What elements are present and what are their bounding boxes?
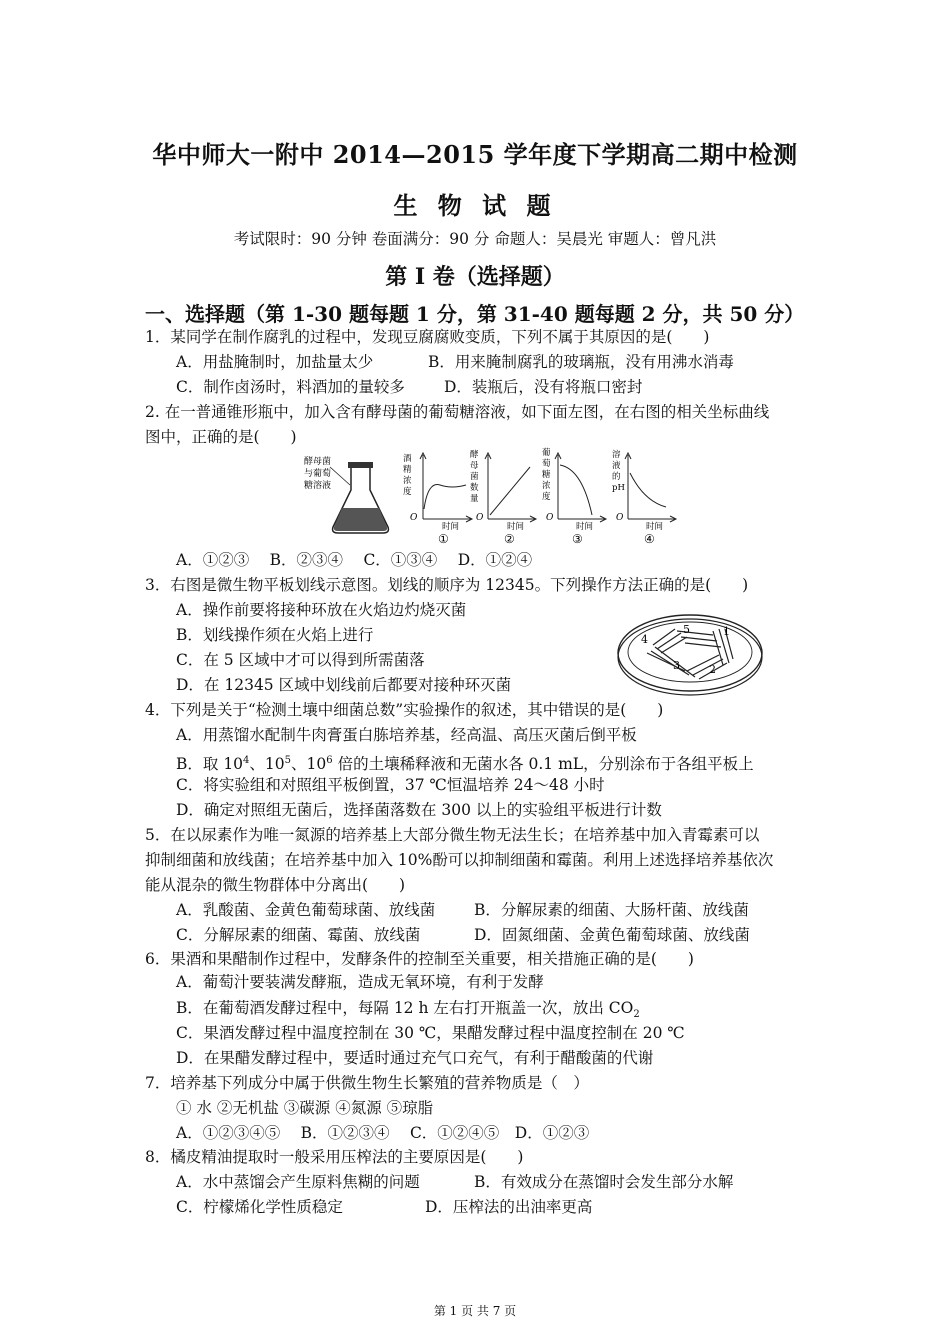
svg-text:液: 液 [612,461,621,471]
q3-petri-dish [615,605,765,700]
graph-1-origin: O [410,513,418,523]
q2-stem-line2: 图中，正确的是( ) [145,428,297,446]
svg-text:萄: 萄 [542,459,551,469]
q8-stem: 8．橘皮精油提取时一般采用压榨法的主要原因是( ) [145,1148,524,1166]
q3-option-d: D．在 12345 区域中划线前后都要对接种环灭菌 [176,676,512,694]
q6-stem: 6．果酒和果醋制作过程中，发酵条件的控制至关重要，相关措施正确的是( ) [145,950,694,968]
svg-text:度: 度 [542,492,551,502]
q4-stem: 4．下列是关于“检测土壤中细菌总数”实验操作的叙述，其中错误的是( ) [145,701,664,719]
q5-option-c: C．分解尿素的细菌、霉菌、放线菌 [176,926,421,944]
graph-3-xlabel: 时间 [576,522,594,532]
svg-text:酵: 酵 [470,450,479,460]
q1-stem: 1．某同学在制作腐乳的过程中，发现豆腐腐败变质，下列不属于其原因的是( ) [145,328,710,346]
zone-label-2: 2 [709,663,716,676]
q4-option-c: C．将实验组和对照组平板倒置，37 ℃恒温培养 24～48 小时 [176,776,605,794]
q2-figure [300,445,680,547]
graph-4-number: ④ [644,532,655,546]
q1-option-c: C．制作卤汤时，料酒加的量较多 [176,378,405,396]
q8-option-a: A．水中蒸馏会产生原料焦糊的问题 [176,1173,420,1191]
svg-text:母: 母 [470,461,479,471]
svg-text:酒: 酒 [403,454,412,464]
svg-text:度: 度 [403,487,412,497]
flask-label-2: 与葡萄 [304,469,332,479]
q4-option-d: D．确定对照组无菌后，选择菌落数在 300 以上的实验组平板进行计数 [176,801,662,819]
graph-4-xlabel: 时间 [646,522,664,532]
q6-option-b: B．在葡萄酒发酵过程中，每隔 12 h 左右打开瓶盖一次，放出 $CO_2$ [176,999,640,1021]
q2-stem-line1: 2. 在一普通锥形瓶中，加入含有酵母菌的葡萄糖溶液，如下面左图，在右图的相关坐标曲线 [145,403,770,421]
page-footer: 第 1 页 共 7 页 [433,1304,517,1318]
svg-text:量: 量 [470,494,479,504]
q8-option-b: B．有效成分在蒸馏时会发生部分水解 [474,1173,734,1191]
graph-2-number: ② [504,532,515,546]
part-title: 一、选择题（第 1-30 题每题 1 分，第 31-40 题每题 2 分，共 50 分） [145,302,805,326]
svg-text:糖: 糖 [542,470,551,480]
graph-2-origin: O [476,513,484,523]
q6-option-c: C．果酒发酵过程中温度控制在 30 ℃，果醋发酵过程中温度控制在 20 ℃ [176,1024,685,1042]
svg-text:浓: 浓 [403,476,412,486]
q7-stem: 7．培养基下列成分中属于供微生物生长繁殖的营养物质是（ ） [145,1074,589,1092]
zone-label-5: 5 [683,623,690,636]
graph-3 [542,447,606,546]
graph-2-xlabel: 时间 [507,522,525,532]
q8-option-c: C．柠檬烯化学性质稳定 [176,1198,343,1216]
graph-1-xlabel: 时间 [442,522,460,532]
svg-text:浓: 浓 [542,481,551,491]
subject-title: 生 物 试 题 [393,191,557,220]
q5-option-d: D．固氮细菌、金黄色葡萄球菌、放线菌 [474,926,750,944]
flask-label-3: 糖溶液 [304,481,332,491]
zone-label-4: 4 [641,633,648,646]
svg-text:的: 的 [612,472,621,482]
q1-option-a: A．用盐腌制时，加盐量太少 [176,353,374,371]
q6-option-a: A．葡萄汁要装满发酵瓶，造成无氧环境，有利于发酵 [176,973,544,991]
q4-option-b: B．取 $10^4$、$10^5$、$10^6$ 倍的土壤稀释液和无菌水各 0.1 mL，分别涂布于各组平板上 [176,755,754,774]
svg-text:pH: pH [612,483,625,493]
graph-4-origin: O [616,513,624,523]
q6-option-d: D．在果醋发酵过程中，要适时通过充气口充气，有利于醋酸菌的代谢 [176,1049,654,1067]
graph-3-origin: O [546,513,554,523]
graph-4 [612,449,676,546]
q4-option-a: A．用蒸馏水配制牛肉膏蛋白胨培养基，经高温、高压灭菌后倒平板 [176,726,637,744]
graph-2 [470,449,536,546]
flask-label-1: 酵母菌 [304,457,332,467]
q1-option-b: B．用来腌制腐乳的玻璃瓶，没有用沸水消毒 [428,353,734,371]
q3-option-a: A．操作前要将接种环放在火焰边灼烧灭菌 [176,601,467,619]
q5-option-a: A．乳酸菌、金黄色葡萄球菌、放线菌 [176,901,436,919]
exam-info: 考试限时：90 分钟 卷面满分：90 分 命题人：吴晨光 审题人：曾凡洪 [233,230,717,248]
svg-text:葡: 葡 [542,448,551,458]
graph-3-number: ③ [572,532,583,546]
exam-title: 华中师大一附中 2014—2015 学年度下学期高二期中检测 [152,140,798,169]
svg-text:数: 数 [470,483,479,493]
q7-items: ① 水 ②无机盐 ③碳源 ④氮源 ⑤琼脂 [176,1099,434,1117]
q3-option-b: B．划线操作须在火焰上进行 [176,626,374,644]
q1-option-d: D．装瓶后，没有将瓶口密封 [444,378,643,396]
flask-icon [333,462,389,533]
q7-options: A．①②③④⑤ B．①②③④ C．①②④⑤ D．①②③ [176,1124,590,1142]
q5-stem-line2: 抑制细菌和放线菌；在培养基中加入 10%酚可以抑制细菌和霉菌。利用上述选择培养基依次 [145,851,774,869]
q5-option-b: B．分解尿素的细菌、大肠杆菌、放线菌 [474,901,749,919]
graph-1-number: ① [438,532,449,546]
zone-label-1: 1 [723,625,730,638]
q5-stem-line3: 能从混杂的微生物群体中分离出( ) [145,876,406,894]
section-title: 第 Ⅰ 卷（选择题） [385,264,565,290]
zone-label-3: 3 [673,659,680,672]
svg-text:溶: 溶 [612,450,621,460]
svg-text:菌: 菌 [470,472,479,482]
svg-text:精: 精 [403,465,412,475]
q8-option-d: D．压榨法的出油率更高 [425,1198,593,1216]
q3-stem: 3．右图是微生物平板划线示意图。划线的顺序为 12345。下列操作方法正确的是( ) [145,576,749,594]
q5-stem-line1: 5．在以尿素作为唯一氮源的培养基上大部分微生物无法生长；在培养基中加入青霉素可以 [145,826,760,844]
q3-option-c: C．在 5 区域中才可以得到所需菌落 [176,651,425,669]
graph-1 [403,453,472,546]
q2-options: A．①②③ B．②③④ C．①③④ D．①②④ [176,551,533,569]
